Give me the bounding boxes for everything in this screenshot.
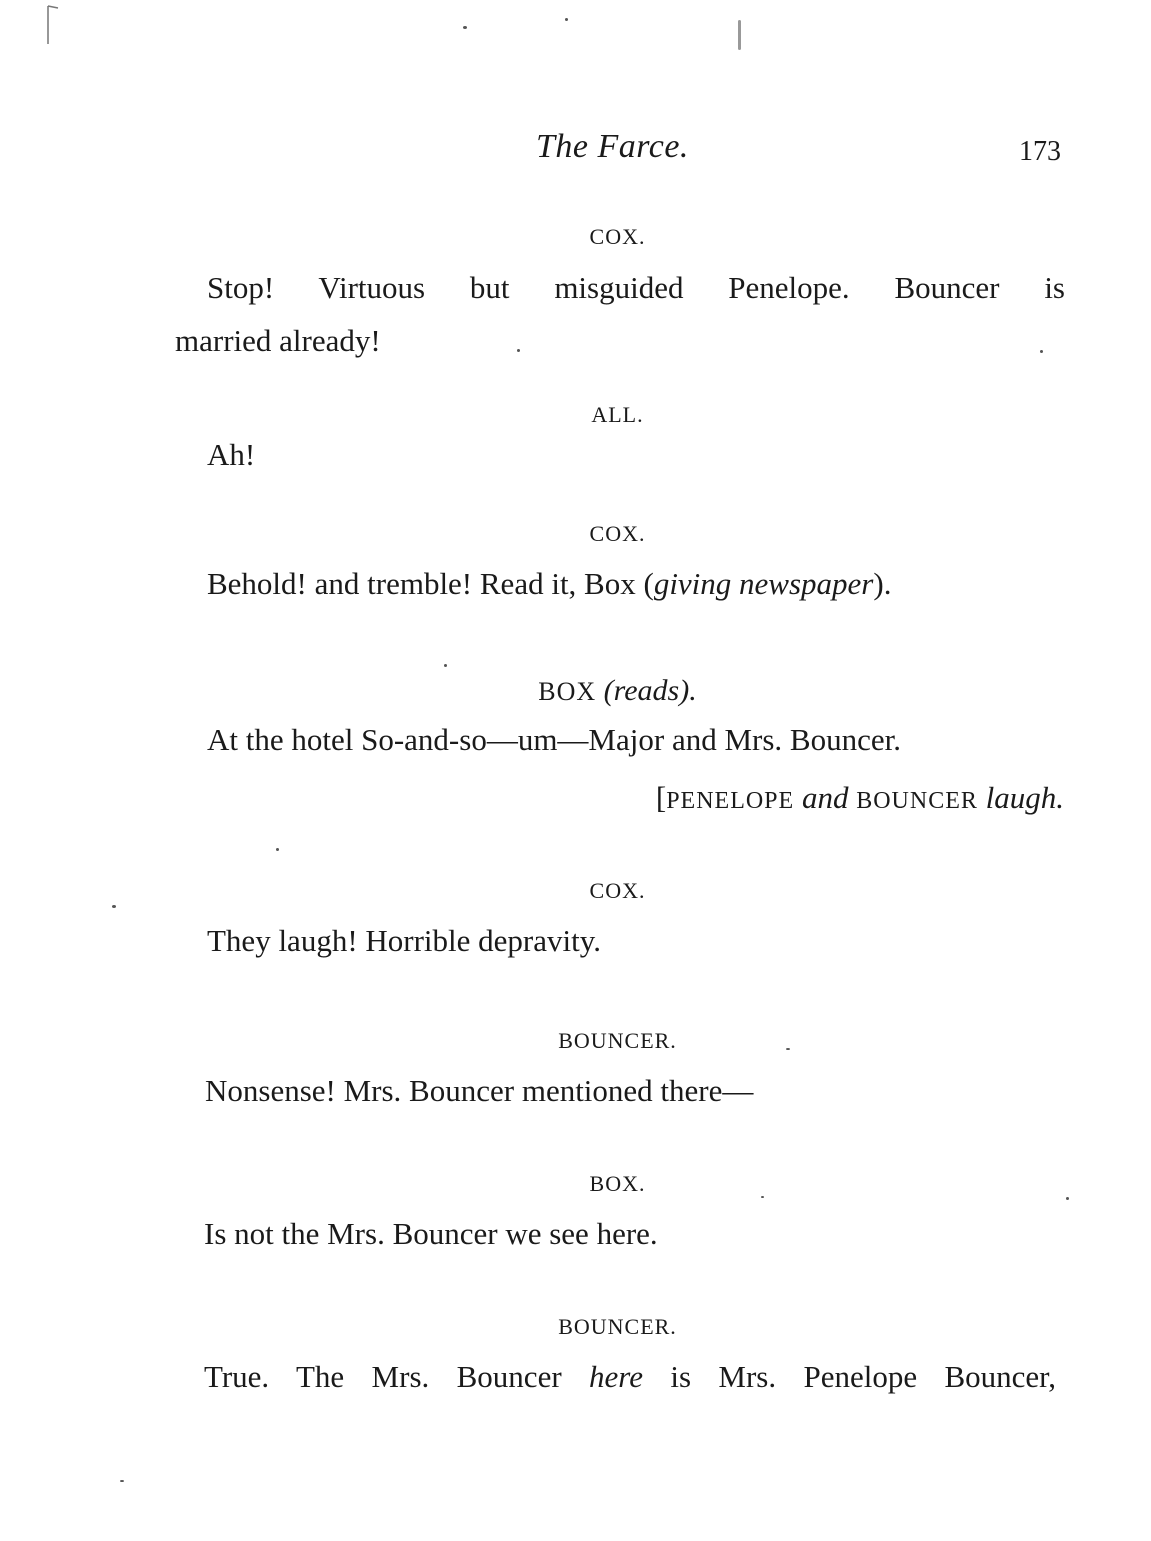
- paper-speck: [463, 26, 467, 29]
- dialogue-text: True. The Mrs. Bouncer: [204, 1359, 590, 1394]
- conjunction: and: [801, 780, 849, 815]
- speaker-bouncer: BOUNCER.: [558, 1314, 677, 1339]
- speaker-box: BOX.: [589, 1171, 646, 1196]
- character-name: BOUNCER: [856, 788, 978, 814]
- dialogue-line: Nonsense! Mrs. Bouncer mentioned there—: [205, 1073, 754, 1108]
- paper-speck: [565, 18, 568, 21]
- paper-speck: [786, 1048, 790, 1050]
- paper-speck: [444, 664, 447, 667]
- dialogue-line: They laugh! Horrible depravity.: [207, 923, 601, 958]
- dialogue-line: Ah!: [207, 437, 256, 472]
- running-head: [0, 128, 1151, 176]
- speaker-cox: COX.: [589, 878, 646, 903]
- dialogue-line: Is not the Mrs. Bouncer we see here.: [204, 1216, 658, 1251]
- paper-speck: [112, 905, 116, 908]
- emphasis: here: [589, 1359, 643, 1394]
- speaker-action: (reads).: [603, 674, 697, 707]
- bracket: [: [655, 780, 667, 815]
- running-title: The Farce.: [536, 128, 689, 165]
- dialogue-text: ).: [873, 566, 892, 601]
- paper-speck: [517, 349, 520, 352]
- paper-speck: [1066, 1197, 1069, 1200]
- dialogue-line: At the hotel So-and-so—um—Major and Mrs. Bouncer.: [207, 722, 901, 757]
- dialogue-line: Stop! Virtuous but misguided Penelope. Bouncer is: [207, 270, 1065, 305]
- speaker-bouncer: BOUNCER.: [558, 1028, 677, 1053]
- paper-speck: [1040, 350, 1043, 353]
- dialogue-text: Behold! and tremble! Read it, Box (: [207, 566, 654, 601]
- stage-direction: [580, 772, 1064, 827]
- dialogue-text: is Mrs. Penelope Bouncer,: [642, 1359, 1056, 1394]
- paper-speck: [120, 1480, 124, 1482]
- speaker-all: ALL.: [591, 402, 644, 427]
- speaker-box-reads: [0, 674, 1151, 708]
- character-name: PENELOPE: [666, 788, 795, 814]
- speaker-cox: COX.: [589, 224, 646, 249]
- action-verb: laugh.: [985, 780, 1064, 815]
- corner-mark: [44, 4, 84, 48]
- page-number: 173: [1019, 136, 1061, 167]
- dialogue-line: married already!: [175, 323, 381, 358]
- paper-speck: [738, 20, 741, 50]
- dialogue-line: [207, 558, 891, 610]
- speaker-cox: COX.: [589, 521, 646, 546]
- speaker-name: BOX: [538, 677, 597, 706]
- paper-speck: [761, 1196, 764, 1198]
- dialogue-line: [204, 1351, 1056, 1403]
- paper-speck: [276, 848, 279, 851]
- stage-direction-inline: giving newspaper: [653, 566, 874, 601]
